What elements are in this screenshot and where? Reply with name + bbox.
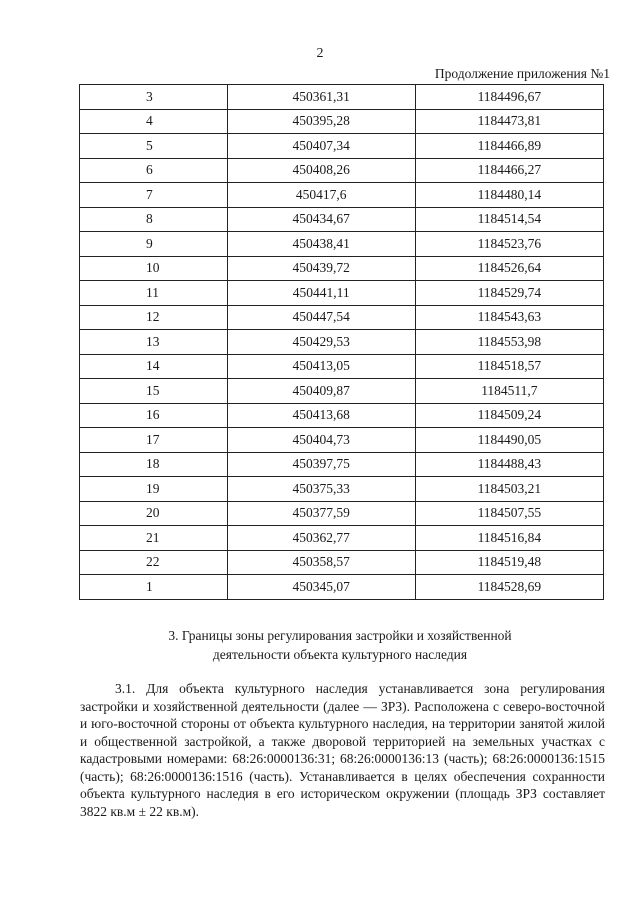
y-coordinate-cell: 1184518,57 — [415, 354, 603, 379]
x-coordinate-cell: 450395,28 — [227, 109, 415, 134]
table-row — [80, 232, 604, 257]
x-coordinate-cell: 450413,68 — [227, 403, 415, 428]
x-coordinate-cell: 450447,54 — [227, 305, 415, 330]
point-number-cell: 15 — [80, 379, 228, 404]
x-coordinate-cell: 450409,87 — [227, 379, 415, 404]
table-row — [80, 134, 604, 159]
point-number-cell: 12 — [80, 305, 228, 330]
table-row — [80, 256, 604, 281]
x-coordinate-cell: 450377,59 — [227, 501, 415, 526]
x-coordinate-cell: 450375,33 — [227, 477, 415, 502]
table-row — [80, 575, 604, 600]
table-row — [80, 354, 604, 379]
point-number-cell: 11 — [80, 281, 228, 306]
point-number-cell: 21 — [80, 526, 228, 551]
y-coordinate-cell: 1184553,98 — [415, 330, 603, 355]
y-coordinate-cell: 1184528,69 — [415, 575, 603, 600]
point-number-cell: 19 — [80, 477, 228, 502]
y-coordinate-cell: 1184507,55 — [415, 501, 603, 526]
y-coordinate-cell: 1184503,21 — [415, 477, 603, 502]
x-coordinate-cell: 450397,75 — [227, 452, 415, 477]
y-coordinate-cell: 1184543,63 — [415, 305, 603, 330]
table-row — [80, 183, 604, 208]
table-row — [80, 526, 604, 551]
section-paragraph — [80, 680, 605, 820]
point-number-cell: 7 — [80, 183, 228, 208]
y-coordinate-cell: 1184466,27 — [415, 158, 603, 183]
appendix-note: Продолжение приложения №1 — [434, 66, 610, 81]
section-title-line-2: деятельности объекта культурного наследия — [212, 647, 468, 662]
y-coordinate-cell: 1184466,89 — [415, 134, 603, 159]
y-coordinate-cell: 1184496,67 — [415, 85, 603, 110]
x-coordinate-cell: 450361,31 — [227, 85, 415, 110]
section-title — [60, 626, 620, 664]
x-coordinate-cell: 450358,57 — [227, 550, 415, 575]
point-number-cell: 17 — [80, 428, 228, 453]
point-number-cell: 3 — [80, 85, 228, 110]
x-coordinate-cell: 450429,53 — [227, 330, 415, 355]
y-coordinate-cell: 1184473,81 — [415, 109, 603, 134]
table-row — [80, 550, 604, 575]
point-number-cell: 1 — [80, 575, 228, 600]
point-number-cell: 16 — [80, 403, 228, 428]
section-title-line-1: 3. Границы зоны регулирования застройки и хозяйственной — [168, 628, 512, 643]
x-coordinate-cell: 450434,67 — [227, 207, 415, 232]
table-row — [80, 379, 604, 404]
point-number-cell: 6 — [80, 158, 228, 183]
point-number-cell: 14 — [80, 354, 228, 379]
point-number-cell: 13 — [80, 330, 228, 355]
point-number-cell: 18 — [80, 452, 228, 477]
table-row — [80, 428, 604, 453]
y-coordinate-cell: 1184529,74 — [415, 281, 603, 306]
table-row — [80, 330, 604, 355]
x-coordinate-cell: 450407,34 — [227, 134, 415, 159]
table-row — [80, 85, 604, 110]
table-row — [80, 305, 604, 330]
table-row — [80, 158, 604, 183]
y-coordinate-cell: 1184488,43 — [415, 452, 603, 477]
y-coordinate-cell: 1184514,54 — [415, 207, 603, 232]
x-coordinate-cell: 450439,72 — [227, 256, 415, 281]
table-row — [80, 207, 604, 232]
table-row — [80, 501, 604, 526]
point-number-cell: 22 — [80, 550, 228, 575]
point-number-cell: 5 — [80, 134, 228, 159]
coordinates-table — [79, 84, 604, 600]
y-coordinate-cell: 1184480,14 — [415, 183, 603, 208]
table-row — [80, 281, 604, 306]
paragraph-text: 3.1. Для объекта культурного наследия устанавливается зона регулирования застройки и хозяйственной деятельности (далее — ЗРЗ). Расположена с северо-восточной и юго-восточной стороны от объекта культурного наследия, на территории занятой жилой и общественной застройкой, а также дворовой территорией на земельных участках с кадастровыми номерами: 68:26:0000136:31; 68:26:0000136:13 (часть); 68:26:0000136:1515 (часть); 68:26:0000136:1516 (часть). Устанавливается в целях обеспечения сохранности объекта культурного наследия в его историческом окружении (площадь ЗРЗ составляет 3822 кв.м ± 22 кв.м). — [80, 681, 605, 819]
x-coordinate-cell: 450417,6 — [227, 183, 415, 208]
point-number-cell: 10 — [80, 256, 228, 281]
y-coordinate-cell: 1184519,48 — [415, 550, 603, 575]
point-number-cell: 8 — [80, 207, 228, 232]
x-coordinate-cell: 450438,41 — [227, 232, 415, 257]
y-coordinate-cell: 1184523,76 — [415, 232, 603, 257]
x-coordinate-cell: 450413,05 — [227, 354, 415, 379]
table-row — [80, 403, 604, 428]
point-number-cell: 4 — [80, 109, 228, 134]
y-coordinate-cell: 1184511,7 — [415, 379, 603, 404]
table-row — [80, 452, 604, 477]
y-coordinate-cell: 1184526,64 — [415, 256, 603, 281]
x-coordinate-cell: 450345,07 — [227, 575, 415, 600]
x-coordinate-cell: 450408,26 — [227, 158, 415, 183]
point-number-cell: 20 — [80, 501, 228, 526]
y-coordinate-cell: 1184509,24 — [415, 403, 603, 428]
table-row — [80, 477, 604, 502]
coordinates-table-body — [80, 85, 604, 600]
page-number: 2 — [316, 46, 324, 61]
table-row — [80, 109, 604, 134]
x-coordinate-cell: 450441,11 — [227, 281, 415, 306]
y-coordinate-cell: 1184516,84 — [415, 526, 603, 551]
x-coordinate-cell: 450362,77 — [227, 526, 415, 551]
point-number-cell: 9 — [80, 232, 228, 257]
x-coordinate-cell: 450404,73 — [227, 428, 415, 453]
y-coordinate-cell: 1184490,05 — [415, 428, 603, 453]
